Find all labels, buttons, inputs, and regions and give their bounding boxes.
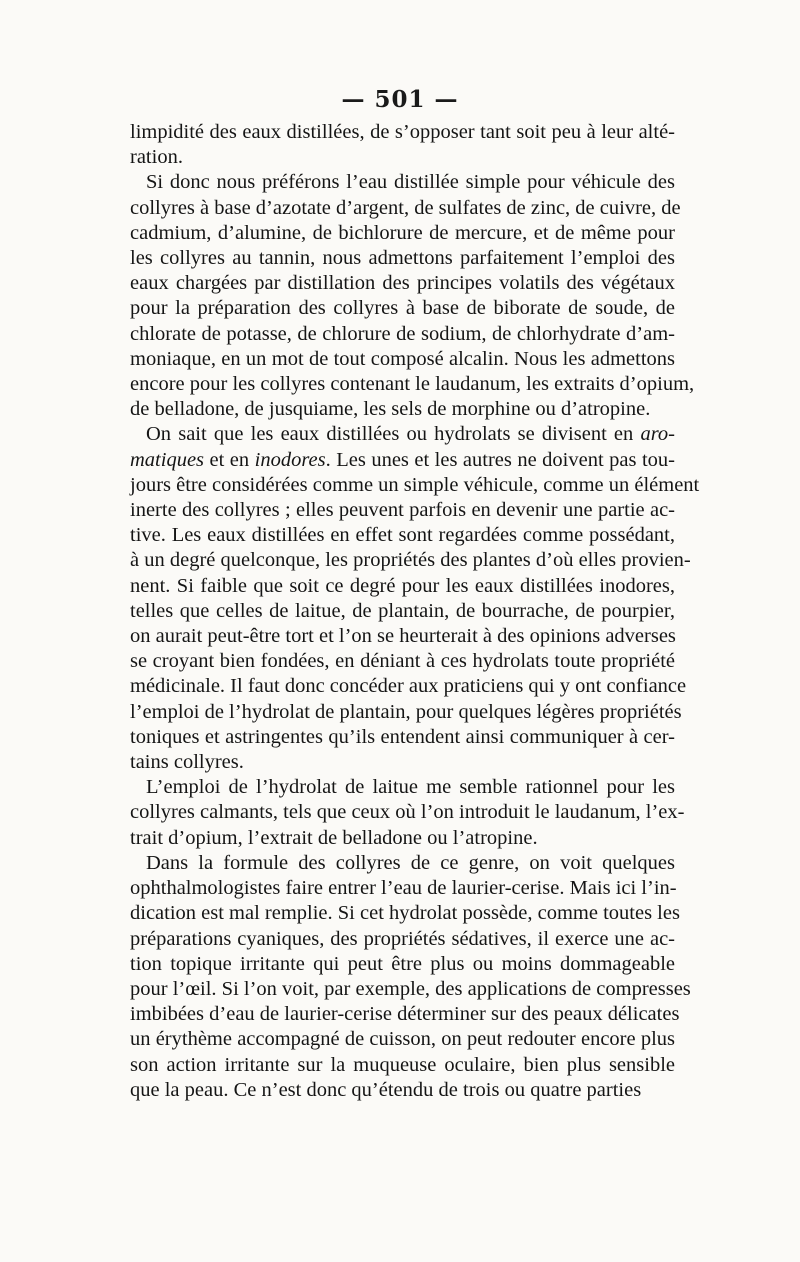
text-line: collyres à base d’azotate d’argent, de sulfates de zinc, de cuivre, de (130, 196, 681, 219)
text-line: limpidité des eaux distillées, de s’opposer tant soit peu à leur alté- (130, 121, 675, 143)
text-line: matiques et en inodores. Les unes et les autres ne doivent pas tou- (130, 448, 675, 471)
text-line: collyres calmants, tels que ceux où l’on introduit le laudanum, l’ex- (130, 801, 685, 824)
body-text (130, 120, 700, 1103)
text-line: l’emploi de l’hydrolat de plantain, pour quelques légères propriétés (130, 700, 682, 723)
text-line: on aurait peut-être tort et l’on se heurterait à des opinions adverses (130, 625, 676, 648)
text-line: ration. (130, 146, 183, 169)
emphasis: inodores (254, 448, 326, 471)
text-line: tains collyres. (130, 751, 244, 774)
text-line: à un degré quelconque, les propriétés des plantes d’où elles provien- (130, 549, 691, 572)
paragraph (130, 422, 700, 775)
paragraph (130, 170, 695, 422)
page-number: — 501 — (341, 86, 459, 113)
text-line: pour l’œil. Si l’on voit, par exemple, des applications de compresses (130, 977, 691, 1000)
text-line: cadmium, d’alumine, de bichlorure de mercure, et de même pour (130, 221, 675, 244)
paragraph (130, 120, 675, 170)
text-line: L’emploi de l’hydrolat de laitue me semble rationnel pour les (146, 776, 675, 799)
text-line: telles que celles de laitue, de plantain, de bourrache, de pourpier, (130, 599, 675, 622)
text-line: que la peau. Ce n’est donc qu’étendu de trois ou quatre parties (130, 1078, 642, 1101)
text-line: son action irritante sur la muqueuse oculaire, bien plus sensible (130, 1053, 675, 1076)
text-line: tion topique irritante qui peut être plus ou moins dommageable (130, 952, 675, 975)
text-line: jours être considérées comme un simple véhicule, comme un élément (130, 473, 700, 496)
text-line: On sait que les eaux distillées ou hydrolats se divisent en aro- (146, 423, 675, 446)
text-line: nent. Si faible que soit ce degré pour les eaux distillées inodores, (130, 574, 675, 597)
text-line: imbibées d’eau de laurier-cerise déterminer sur des peaux délicates (130, 1003, 680, 1026)
text-line: inerte des collyres ; elles peuvent parfois en devenir une partie ac- (130, 499, 675, 522)
text-line: de belladone, de jusquiame, les sels de morphine ou d’atropine. (130, 398, 651, 421)
emphasis: matiques (130, 448, 205, 471)
text-line: Si donc nous préférons l’eau distillée simple pour véhicule des (146, 171, 675, 194)
text-line: les collyres au tannin, nous admettons parfaitement l’emploi des (130, 247, 675, 270)
text-line: chlorate de potasse, de chlorure de sodium, de chlorhydrate d’am- (130, 322, 675, 345)
paragraph (130, 775, 685, 851)
text-line: médicinale. Il faut donc concéder aux praticiens qui y ont confiance (130, 675, 687, 698)
text-line: Dans la formule des collyres de ce genre, on voit quelques (146, 851, 675, 874)
text-line: se croyant bien fondées, en déniant à ces hydrolats toute propriété (130, 650, 675, 673)
paragraph (130, 851, 691, 1103)
text-line: ophthalmologistes faire entrer l’eau de laurier-cerise. Mais ici l’in- (130, 877, 677, 900)
text-line: tive. Les eaux distillées en effet sont regardées comme possédant, (130, 524, 675, 547)
text-line: préparations cyaniques, des propriétés sédatives, il exerce une ac- (130, 927, 675, 950)
text-line: trait d’opium, l’extrait de belladone ou l’atropine. (130, 826, 538, 849)
text-line: eaux chargées par distillation des principes volatils des végétaux (130, 272, 675, 295)
emphasis: aro- (640, 423, 675, 446)
text-line: toniques et astringentes qu’ils entendent ainsi communiquer à cer- (130, 725, 675, 748)
text-line: dication est mal remplie. Si cet hydrolat possède, comme toutes les (130, 902, 680, 925)
text-line: un érythème accompagné de cuisson, on peut redouter encore plus (130, 1028, 675, 1051)
text-line: encore pour les collyres contenant le laudanum, les extraits d’opium, (130, 373, 695, 396)
text-line: pour la préparation des collyres à base de biborate de soude, de (130, 297, 675, 320)
text-line: moniaque, en un mot de tout composé alcalin. Nous les admettons (130, 347, 675, 370)
